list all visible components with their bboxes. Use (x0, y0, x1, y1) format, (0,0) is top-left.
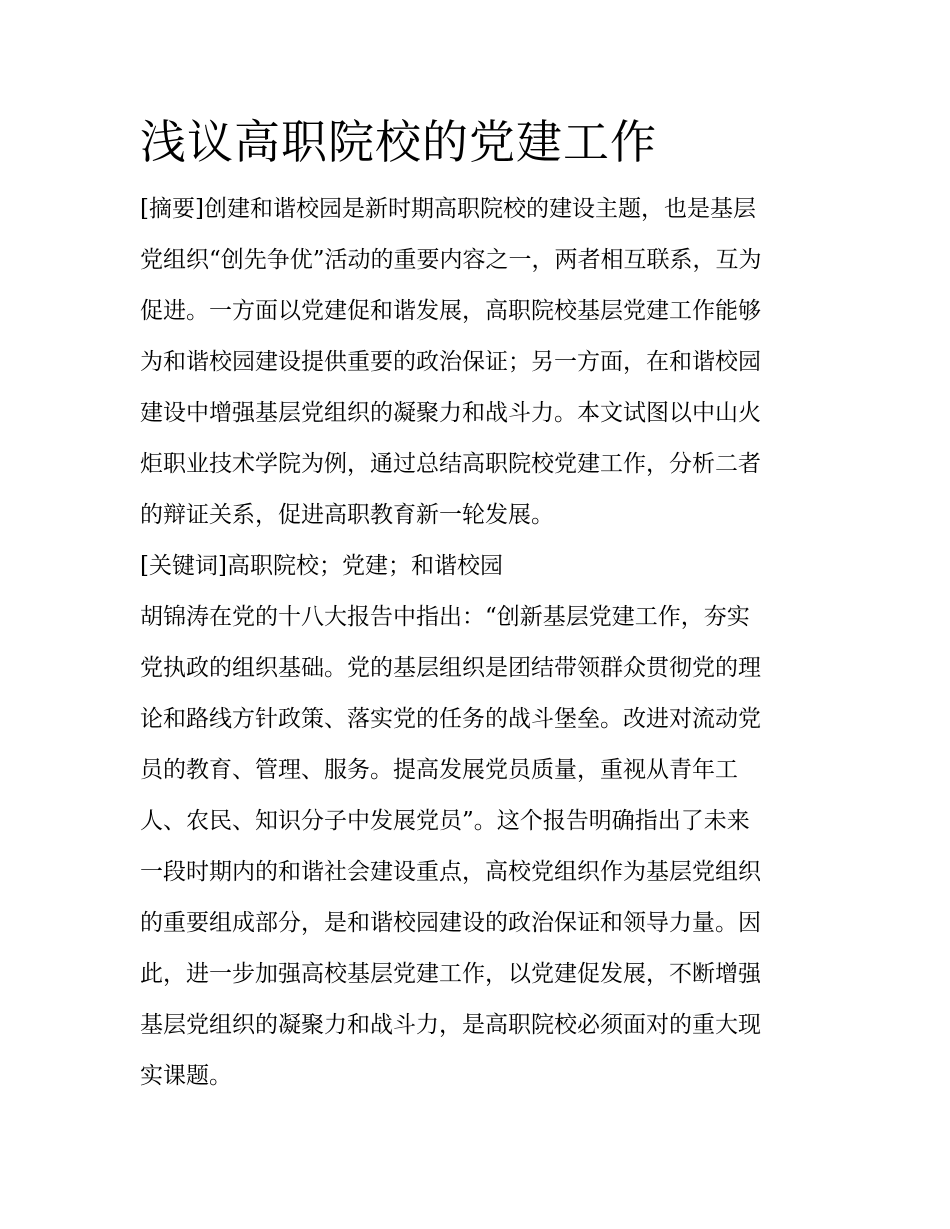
keywords-paragraph (140, 541, 812, 592)
abstract-line: 炬职业技术学院为例，通过总结高职院校党建工作，分析二者 (140, 451, 761, 477)
keywords-line: [关键词]高职院校；党建；和谐校园 (140, 553, 503, 579)
body-line: 基层党组织的凝聚力和战斗力，是高职院校必须面对的重大现 (140, 1012, 761, 1038)
body-line: 实课题。 (140, 1063, 232, 1089)
body-line: 一段时期内的和谐社会建设重点，高校党组织作为基层党组织 (140, 859, 761, 885)
abstract-line: 促进。一方面以党建促和谐发展，高职院校基层党建工作能够 (140, 298, 761, 324)
body-line: 党执政的组织基础。党的基层组织是团结带领群众贯彻党的理 (140, 655, 761, 681)
body-line: 胡锦涛在党的十八大报告中指出：“创新基层党建工作，夯实 (140, 604, 750, 630)
document-page (140, 110, 812, 1102)
abstract-line: [摘要]创建和谐校园是新时期高职院校的建设主题，也是基层 (140, 196, 756, 222)
document-title: 浅议高职院校的党建工作 (140, 115, 657, 169)
body-line: 此，进一步加强高校基层党建工作，以党建促发展，不断增强 (140, 961, 761, 987)
abstract-line: 为和谐校园建设提供重要的政治保证；另一方面，在和谐校园 (140, 349, 761, 375)
abstract-paragraph (140, 184, 812, 541)
body-line: 员的教育、管理、服务。提高发展党员质量，重视从青年工 (140, 757, 738, 783)
abstract-line: 的辩证关系，促进高职教育新一轮发展。 (140, 502, 554, 528)
abstract-line: 党组织“创先争优”活动的重要内容之一，两者相互联系，互为 (140, 247, 762, 273)
abstract-line: 建设中增强基层党组织的凝聚力和战斗力。本文试图以中山火 (140, 400, 761, 426)
body-line: 论和路线方针政策、落实党的任务的战斗堡垒。改进对流动党 (140, 706, 761, 732)
body-line: 人、农民、知识分子中发展党员”。这个报告明确指出了未来 (140, 808, 750, 834)
body-line: 的重要组成部分，是和谐校园建设的政治保证和领导力量。因 (140, 910, 761, 936)
body-paragraph (140, 592, 812, 1102)
